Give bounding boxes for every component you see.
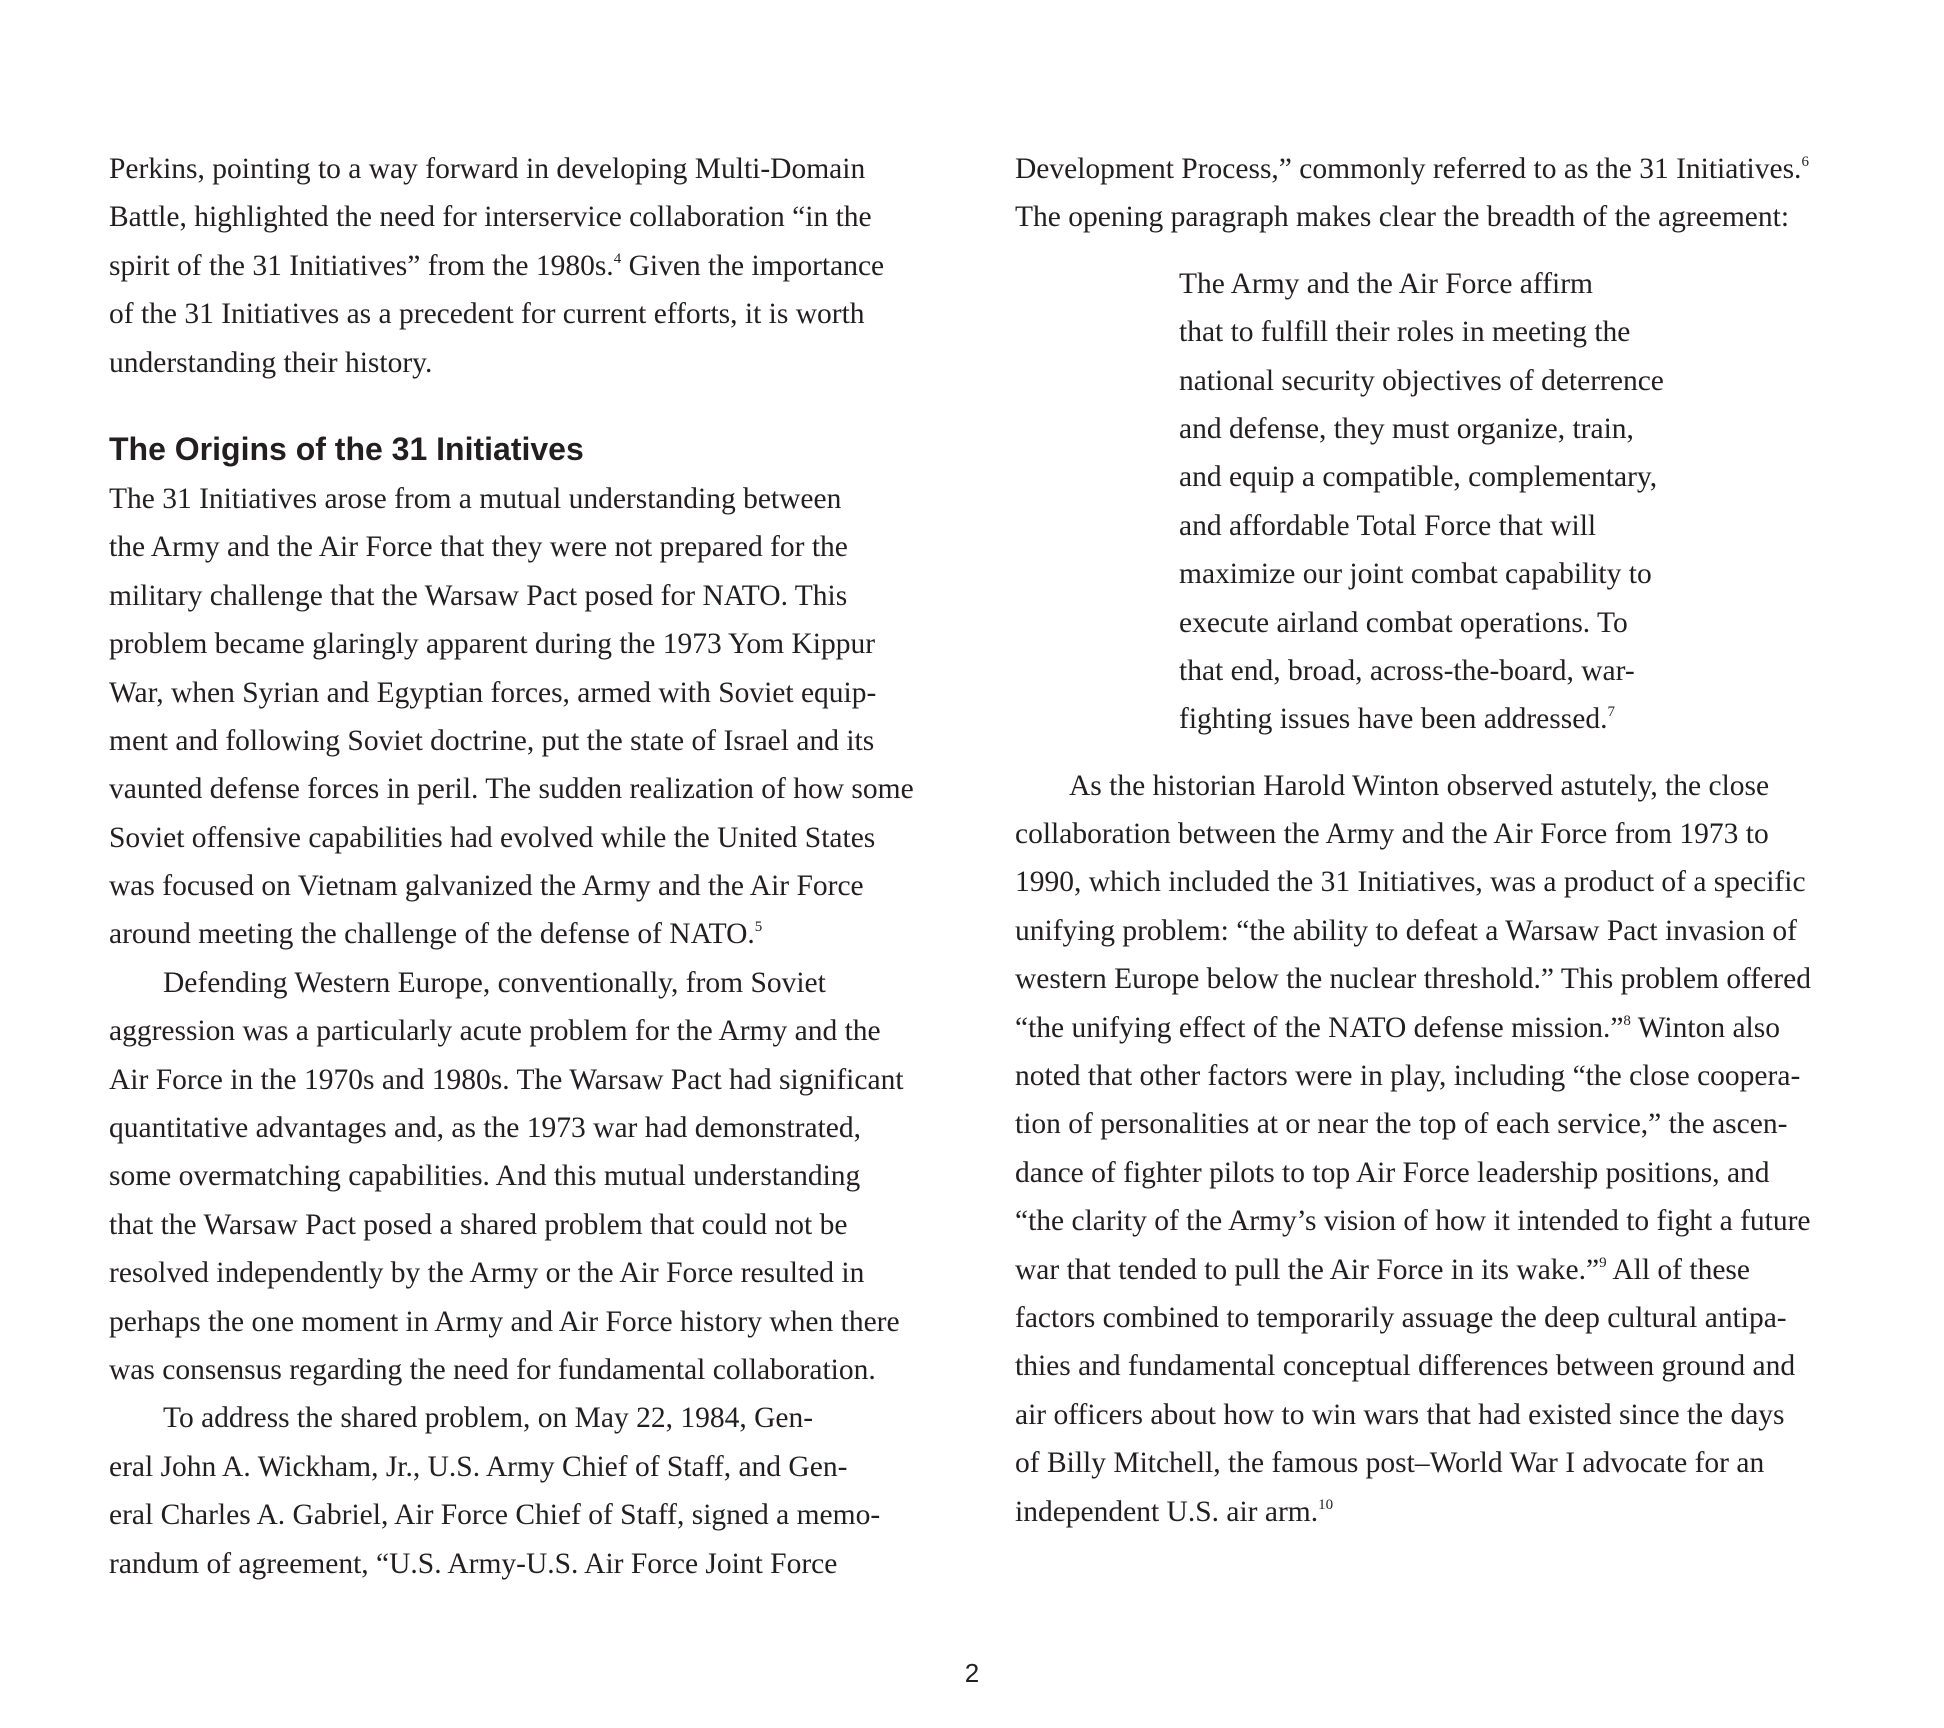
- quote-line: [1179, 695, 1855, 743]
- footnote-marker: 9: [1599, 1254, 1607, 1271]
- paragraph: [109, 1394, 949, 1588]
- text-line: military challenge that the Warsaw Pact posed for NATO. This: [109, 579, 848, 612]
- text-line: dance of fighter pilots to top Air Force leadership positions, and: [1015, 1156, 1770, 1189]
- quote-line: The Army and the Air Force affirm: [1179, 267, 1593, 300]
- text-line: perhaps the one moment in Army and Air Force history when there: [109, 1305, 900, 1338]
- text-line: quantitative advantages and, as the 1973 war had demonstrated,: [109, 1112, 862, 1145]
- text-line: To address the shared problem, on May 22, 1984, Gen-: [163, 1402, 814, 1435]
- text-line-head: around meeting the challenge of the defense of NATO.: [109, 918, 755, 951]
- text-line: resolved independently by the Army or the Air Force resulted in: [109, 1257, 865, 1290]
- text-line: noted that other factors were in play, including “the close coopera-: [1015, 1060, 1801, 1093]
- paragraph: [109, 475, 949, 959]
- text-line: was focused on Vietnam galvanized the Army and the Air Force: [109, 870, 864, 903]
- text-line: [1015, 1488, 1855, 1536]
- quote-line: national security objectives of deterrence: [1179, 364, 1664, 397]
- footnote-marker: 8: [1623, 1012, 1631, 1029]
- text-line: tion of personalities at or near the top of each service,” the ascen-: [1015, 1108, 1788, 1141]
- text-line: air officers about how to win wars that had existed since the days: [1015, 1398, 1785, 1431]
- text-line: As the historian Harold Winton observed astutely, the close: [1069, 769, 1770, 802]
- text-line: vaunted defense forces in peril. The sudden realization of how some: [109, 773, 914, 806]
- text-line: Defending Western Europe, conventionally, from Soviet: [163, 966, 826, 999]
- text-line-tail: Winton also: [1630, 1011, 1780, 1044]
- text-line-head: independent U.S. air arm.: [1015, 1495, 1319, 1528]
- text-line: aggression was a particularly acute problem for the Army and the: [109, 1015, 881, 1048]
- text-line: of the 31 Initiatives as a precedent for current efforts, it is worth: [109, 298, 865, 331]
- quote-line: and equip a compatible, complementary,: [1179, 461, 1658, 494]
- text-line-tail: All of these: [1606, 1253, 1750, 1286]
- text-line: “the clarity of the Army’s vision of how it intended to fight a future: [1015, 1205, 1811, 1238]
- text-line: Soviet offensive capabilities had evolved while the United States: [109, 821, 876, 854]
- text-line: Air Force in the 1970s and 1980s. The Warsaw Pact had significant: [109, 1063, 904, 1096]
- text-line: ment and following Soviet doctrine, put the state of Israel and its: [109, 724, 875, 757]
- text-line-head: Development Process,” commonly referred to as the 31 Initiatives.: [1015, 153, 1802, 185]
- text-line: 1990, which included the 31 Initiatives, was a product of a specific: [1015, 866, 1806, 899]
- text-line: Battle, highlighted the need for interservice collaboration “in the: [109, 201, 872, 234]
- text-line-head: spirit of the 31 Initiatives” from the 1980s.: [109, 249, 614, 282]
- left-column: [109, 145, 949, 1588]
- text-line: that the Warsaw Pact posed a shared problem that could not be: [109, 1208, 848, 1241]
- footnote-marker: 5: [754, 919, 763, 936]
- quote-line: and affordable Total Force that will: [1179, 509, 1597, 542]
- footnote-marker: 4: [613, 250, 622, 267]
- text-line: eral Charles A. Gabriel, Air Force Chief of Staff, signed a memo-: [109, 1499, 881, 1532]
- text-line: [109, 242, 949, 290]
- text-line: randum of agreement, “U.S. Army-U.S. Air Force Joint Force: [109, 1547, 838, 1580]
- quote-line: that end, broad, across-the-board, war-: [1179, 654, 1635, 687]
- spacer: [1015, 744, 1855, 762]
- text-line: [1015, 145, 1855, 193]
- paragraph: [1015, 145, 1855, 242]
- text-line: collaboration between the Army and the Air Force from 1973 to: [1015, 818, 1769, 851]
- text-line: was consensus regarding the need for fundamental collaboration.: [109, 1353, 876, 1386]
- text-line: factors combined to temporarily assuage the deep cultural antipa-: [1015, 1301, 1787, 1334]
- text-line: Perkins, pointing to a way forward in developing Multi-Domain: [109, 153, 866, 185]
- text-line: unifying problem: “the ability to defeat a Warsaw Pact invasion of: [1015, 914, 1797, 947]
- right-column: [1015, 145, 1855, 1536]
- quote-line: and defense, they must organize, train,: [1179, 412, 1634, 445]
- text-line-tail: Given the importance: [621, 249, 885, 282]
- paragraph: [109, 145, 949, 387]
- spacer: [1015, 242, 1855, 260]
- text-line: The opening paragraph makes clear the breadth of the agreement:: [1015, 201, 1790, 234]
- text-line-head: “the unifying effect of the NATO defense mission.”: [1015, 1011, 1624, 1044]
- text-line: some overmatching capabilities. And this mutual understanding: [109, 1160, 861, 1193]
- text-line: understanding their history.: [109, 346, 433, 379]
- text-line: [1015, 1004, 1855, 1052]
- paragraph: [1015, 762, 1855, 1536]
- text-line: [1015, 1246, 1855, 1294]
- quote-line-head: fighting issues have been addressed.: [1179, 703, 1608, 736]
- text-line-head: war that tended to pull the Air Force in its wake.”: [1015, 1253, 1600, 1286]
- text-line: thies and fundamental conceptual differences between ground and: [1015, 1350, 1796, 1383]
- text-line: the Army and the Air Force that they were not prepared for the: [109, 531, 848, 564]
- page-number: 2: [964, 1658, 980, 1688]
- quote-line: that to fulfill their roles in meeting the: [1179, 316, 1631, 349]
- text-line: War, when Syrian and Egyptian forces, armed with Soviet equip-: [109, 676, 877, 709]
- paragraph: [109, 959, 949, 1395]
- footnote-marker: 7: [1607, 704, 1615, 721]
- section-heading: The Origins of the 31 Initiatives: [109, 430, 584, 467]
- text-line: western Europe below the nuclear threshold.” This problem offered: [1015, 963, 1811, 996]
- text-line: eral John A. Wickham, Jr., U.S. Army Chief of Staff, and Gen-: [109, 1450, 848, 1483]
- text-line: The 31 Initiatives arose from a mutual understanding between: [109, 482, 842, 515]
- footnote-marker: 10: [1318, 1496, 1334, 1513]
- quote-line: execute airland combat operations. To: [1179, 606, 1628, 639]
- footnote-marker: 6: [1801, 154, 1809, 170]
- quote-line: maximize our joint combat capability to: [1179, 558, 1652, 591]
- text-line: problem became glaringly apparent during the 1973 Yom Kippur: [109, 628, 876, 661]
- block-quote: [1179, 260, 1855, 744]
- text-line: of Billy Mitchell, the famous post–World War I advocate for an: [1015, 1447, 1765, 1480]
- text-line: [109, 910, 949, 958]
